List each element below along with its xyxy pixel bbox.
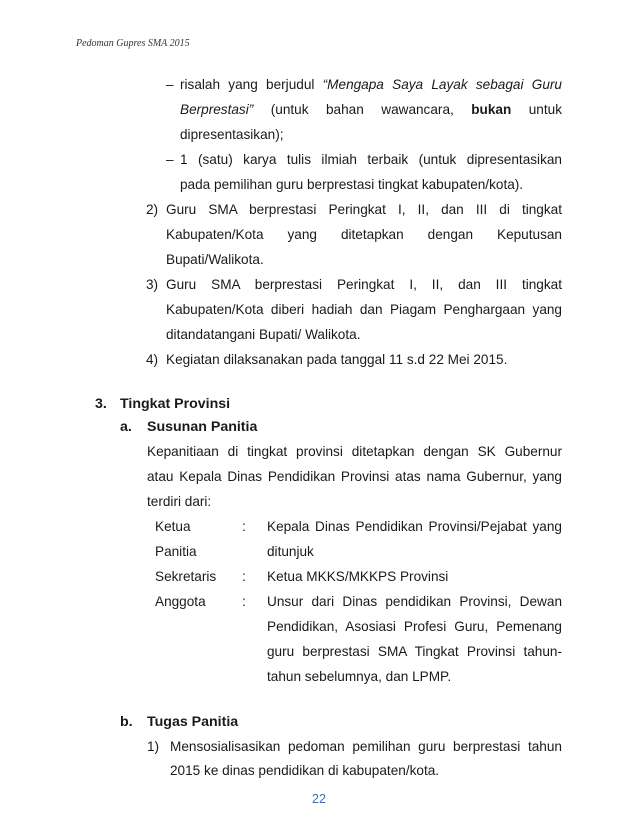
dash1-line-3: dipresentasikan); <box>180 127 284 142</box>
committee-value-anggota-2: Pendidikan, Asosiasi Profesi Guru, Pemenang <box>267 619 562 634</box>
subsection-letter: b. <box>120 714 133 730</box>
dash2-line-1: 1 (satu) karya tulis ilmiah terbaik (untuk dipresentasikan <box>180 152 562 167</box>
dash2-line-2: pada pemilihan guru berprestasi tingkat kabupaten/kota). <box>180 177 524 192</box>
committee-value-ketua-2: ditunjuk <box>267 544 314 559</box>
dash1-italic-title-end: Berprestasi” <box>180 102 254 117</box>
dash1-text: risalah yang berjudul <box>180 77 323 92</box>
dash1-line-2 <box>180 97 562 122</box>
dash-marker: – <box>166 152 174 167</box>
item3-line-2: Kabupaten/Kota diberi hadiah dan Piagam Penghargaan yang <box>166 302 562 317</box>
committee-label-ketua: Ketua <box>155 519 191 534</box>
committee-label-panitia: Panitia <box>155 544 197 559</box>
committee-value-anggota-3: guru berprestasi SMA Tingkat Provinsi tahun- <box>267 644 562 659</box>
dash1-line-1 <box>180 72 562 97</box>
running-header: Pedoman Gupres SMA 2015 <box>76 38 190 49</box>
dash1-bold-word: bukan <box>471 102 512 117</box>
section-number: 3. <box>95 396 107 412</box>
committee-value-anggota-4: tahun sebelumnya, dan LPMP. <box>267 669 452 684</box>
tugas-item1-line-1: Mensosialisasikan pedoman pemilihan guru berprestasi tahun <box>170 739 562 754</box>
dash1-text: untuk <box>511 102 562 117</box>
committee-label-anggota: Anggota <box>155 594 206 609</box>
item2-line-2: Kabupaten/Kota yang ditetapkan dengan Keputusan <box>166 227 562 242</box>
item3-line-1: Guru SMA berprestasi Peringkat I, II, dan III tingkat <box>166 277 562 292</box>
item3-line-3: ditandatangani Bupati/ Walikota. <box>166 327 361 342</box>
item2-line-1: Guru SMA berprestasi Peringkat I, II, dan III di tingkat <box>166 202 562 217</box>
section-title: Tingkat Provinsi <box>120 396 231 412</box>
page-number: 22 <box>312 792 326 806</box>
list-number: 4) <box>146 352 159 367</box>
dash1-italic-title: “Mengapa Saya Layak sebagai Guru <box>322 77 562 92</box>
subsection-letter: a. <box>120 419 132 435</box>
committee-colon: : <box>242 519 246 534</box>
committee-colon: : <box>242 569 246 584</box>
committee-value-ketua-1: Kepala Dinas Pendidikan Provinsi/Pejabat yang <box>267 519 562 534</box>
subsection-title: Susunan Panitia <box>147 419 258 435</box>
list-number: 2) <box>146 202 159 217</box>
paragraph-line-3: terdiri dari: <box>147 494 212 509</box>
item2-line-3: Bupati/Walikota. <box>166 252 264 267</box>
dash1-text: (untuk bahan wawancara, <box>253 102 472 117</box>
committee-colon: : <box>242 594 246 609</box>
tugas-item1-line-2: 2015 ke dinas pendidikan di kabupaten/kota. <box>170 763 440 778</box>
dash-marker: – <box>166 77 174 92</box>
list-number: 3) <box>146 277 159 292</box>
paragraph-line-2: atau Kepala Dinas Pendidikan Provinsi atas nama Gubernur, yang <box>147 469 562 484</box>
paragraph-line-1: Kepanitiaan di tingkat provinsi ditetapkan dengan SK Gubernur <box>147 444 562 459</box>
subsection-title: Tugas Panitia <box>147 714 239 730</box>
committee-value-sekretaris: Ketua MKKS/MKKPS Provinsi <box>267 569 449 584</box>
list-number: 1) <box>147 739 160 754</box>
item4-line-1: Kegiatan dilaksanakan pada tanggal 11 s.d 22 Mei 2015. <box>166 352 508 367</box>
committee-label-sekretaris: Sekretaris <box>155 569 217 584</box>
committee-value-anggota-1: Unsur dari Dinas pendidikan Provinsi, Dewan <box>267 594 562 609</box>
